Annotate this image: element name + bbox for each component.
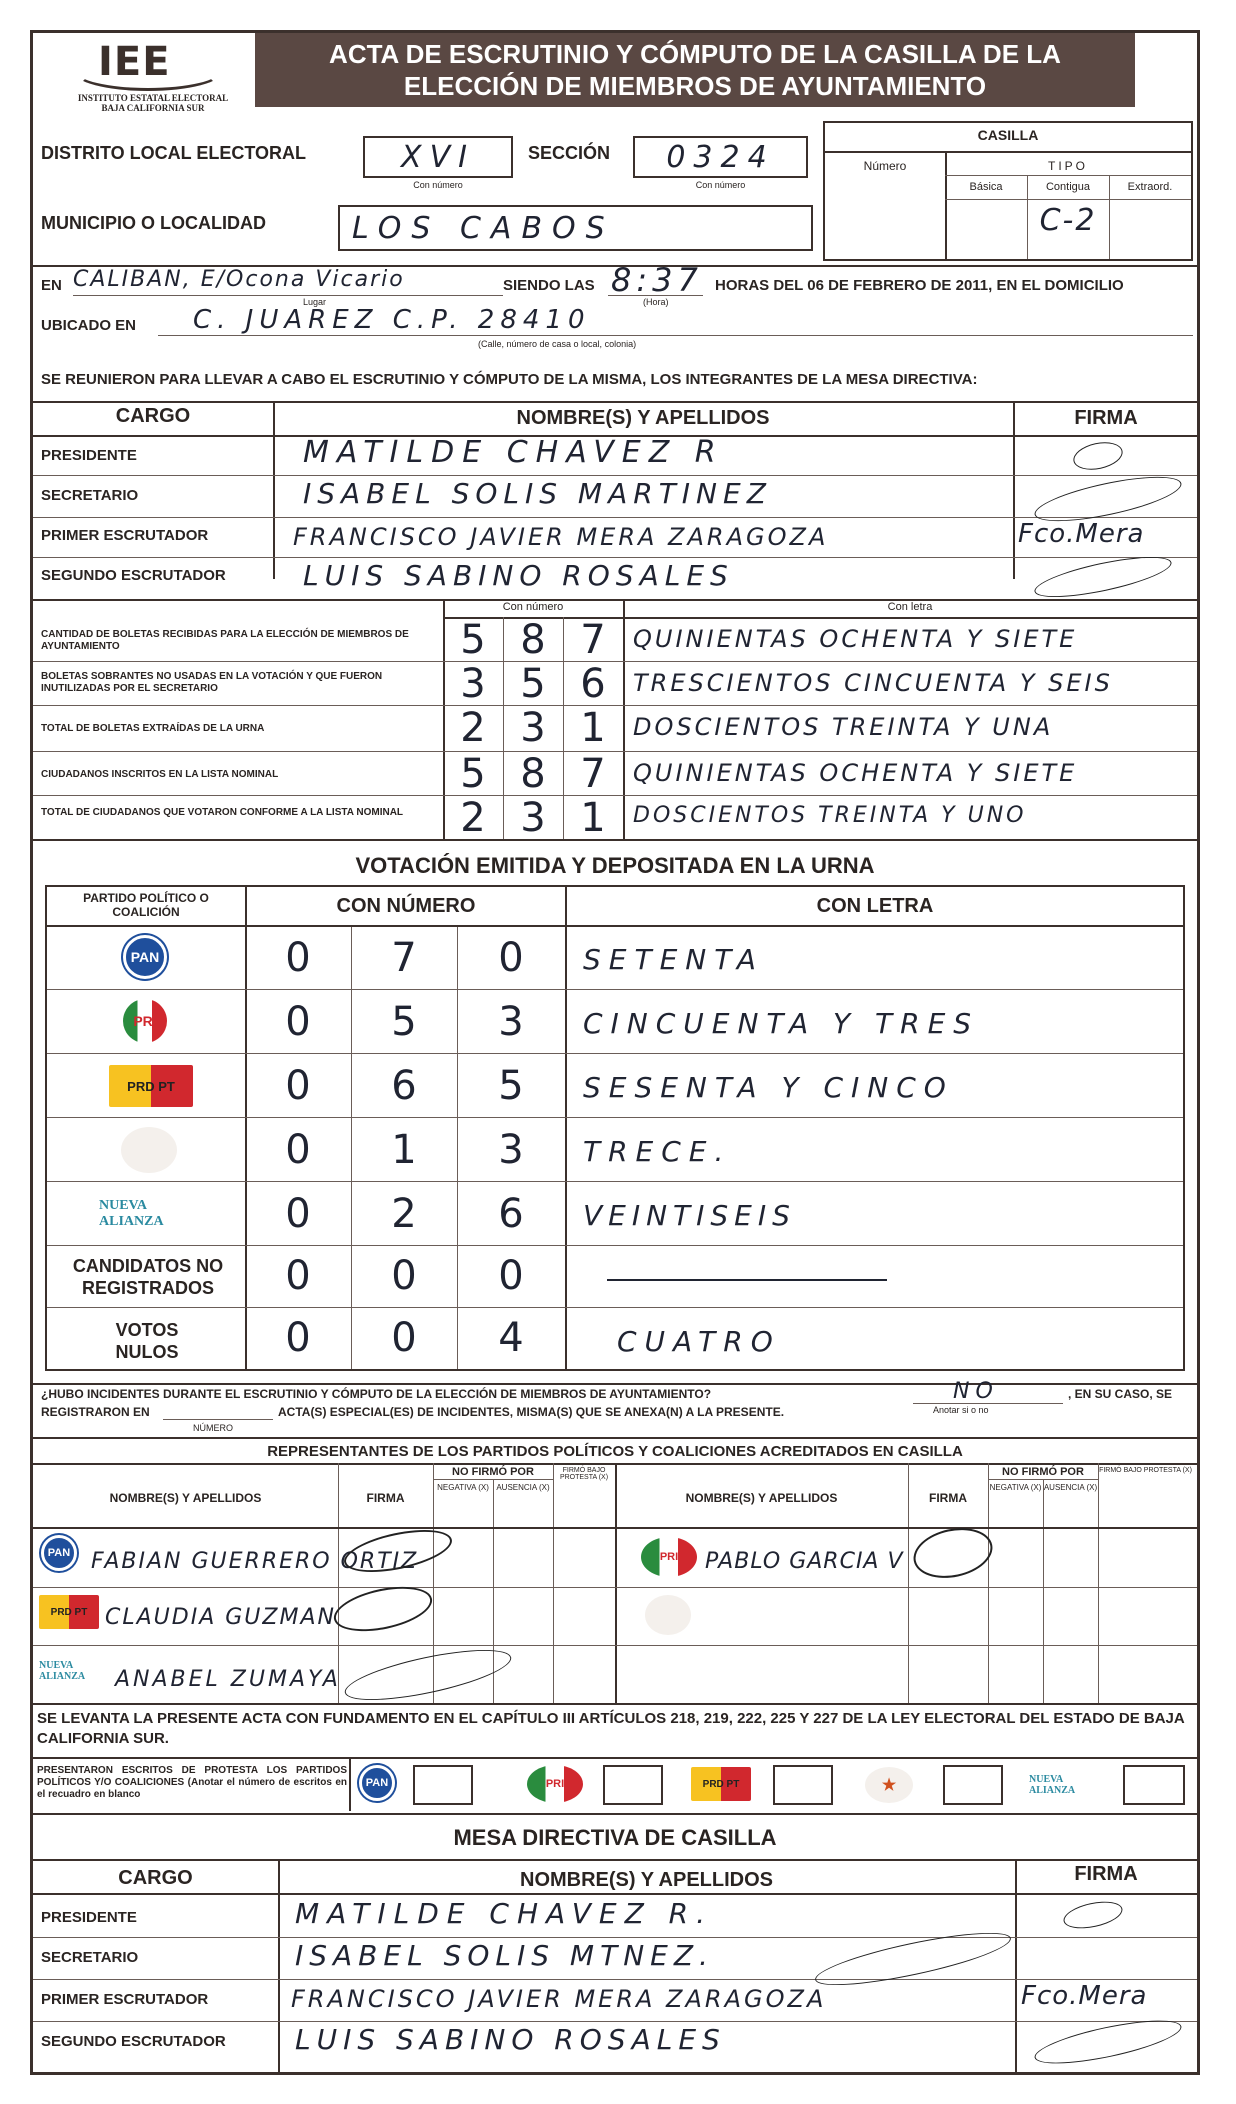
mesa2-v2 (1015, 1859, 1017, 2075)
mesa1-firma-header: FIRMA (1074, 407, 1138, 429)
mesa2-cargo-header: CARGO (118, 1867, 193, 1889)
protesta-prdpt-box[interactable] (773, 1765, 833, 1805)
vote-noregistrados-label: CANDIDATOS NO REGISTRADOS (72, 1256, 224, 1298)
incidents-num-line (163, 1419, 273, 1420)
mesa1-primer-nombre: FRANCISCO JAVIER MERA ZARAGOZA (293, 523, 829, 551)
hora-underline (608, 295, 703, 296)
vote-prdpt-d3: 5 (498, 1063, 524, 1109)
incidents-line2b: ACTA(S) ESPECIAL(ES) DE INCIDENTES, MISMA(S) QUE SE ANEXA(N) A LA PRESENTE. (278, 1405, 785, 1419)
count-votaron-d1: 2 (460, 795, 486, 841)
mesa2-secretario-cargo: SECRETARIO (41, 1949, 139, 1966)
casilla-numero: Número (863, 159, 907, 173)
reps-right-firma: FIRMA (929, 1491, 967, 1505)
incidents-answer: NO (953, 1379, 999, 1404)
vote-pbc-d3: 3 (498, 1127, 524, 1173)
reps-right-negativa: NEGATIVA (X) (989, 1483, 1042, 1492)
reps-left-protesta: FIRMÓ BAJO PROTESTA (X) (559, 1467, 609, 1481)
votes-col-letra: CON LETRA (816, 895, 934, 917)
votes-table (45, 885, 1185, 1371)
siendo-label: SIENDO LAS (503, 277, 595, 294)
count-label-recibidas: CANTIDAD DE BOLETAS RECIBIDAS PARA LA ELECCIÓN DE MIEMBROS DE AYUNTAMIENTO (41, 629, 409, 652)
vote-noreg-d2: 0 (391, 1253, 417, 1299)
incidents-top (33, 1383, 1197, 1385)
votes-v3 (565, 887, 567, 1369)
vote-prdpt-d1: 0 (285, 1063, 311, 1109)
place-rest: HORAS DEL 06 DE FEBRERO DE 2011, EN EL DOMICILIO (715, 277, 1124, 294)
fundamento-text: SE LEVANTA LA PRESENTE ACTA CON FUNDAMENTO EN EL CAPÍTULO III ARTÍCULOS 218, 219, 222, 225 Y 227 DE LA LEY ELECTORAL DEL ESTADO DE BAJA CALIFORNIA SUR. (37, 1710, 1185, 1747)
reps-h1 (33, 1527, 1197, 1529)
incidents-answer-line (913, 1403, 1063, 1404)
mesa1-secretario-nombre: ISABEL SOLIS MARTINEZ (303, 477, 772, 510)
protesta-text: PRESENTARON ESCRITOS DE PROTESTA LOS PARTIDOS POLÍTICOS Y/O COALICIONES (Anotar el número de escritos en el recuadro en blanco (37, 1765, 347, 1800)
mesa1-v2 (1013, 401, 1015, 579)
vote-pbc-letra: TRECE. (583, 1135, 732, 1168)
count-extraidas-d3: 1 (580, 705, 606, 751)
count-label-votaron: TOTAL DE CIUDADANOS QUE VOTARON CONFORME A LA LISTA NOMINAL (41, 807, 404, 818)
reps-v-r2 (988, 1463, 989, 1703)
incidents-tail: , EN SU CASO, SE (1068, 1387, 1173, 1401)
institute-state: BAJA CALIFORNIA SUR (101, 103, 205, 113)
reps-v-r3 (1043, 1479, 1044, 1703)
reps-v-r4 (1098, 1463, 1099, 1703)
count-label-sobrantes: BOLETAS SOBRANTES NO USADAS EN LA VOTACIÓN Y QUE FUERON INUTILIZADAS POR EL SECRETARIO (41, 671, 383, 694)
votes-col-num: CON NÚMERO (336, 895, 476, 917)
mesa1-top (33, 401, 1197, 403)
votes-title: VOTACIÓN EMITIDA Y DEPOSITADA EN LA URNA (355, 853, 875, 878)
incidents-line2a: REGISTRARON EN (41, 1405, 150, 1419)
mesa1-cargo-header: CARGO (115, 405, 191, 427)
count-recibidas-letra: QUINIENTAS OCHENTA Y SIETE (633, 625, 1078, 653)
mesa2-h0 (33, 1893, 1197, 1895)
mesa1-primer-firma: Fco.Mera (1018, 519, 1145, 549)
count-inscritos-d3: 7 (580, 751, 606, 797)
domicilio-value: C. JUAREZ C.P. 28410 (193, 305, 591, 335)
mesa1-h3 (33, 557, 1197, 558)
counts-letra-header: Con letra (887, 601, 933, 613)
mesa1-segundo-cargo: SEGUNDO ESCRUTADOR (41, 567, 226, 584)
votes-h3 (47, 1117, 1183, 1118)
rep-pri-name: PABLO GARCIA V (705, 1549, 904, 1574)
casilla-contigua-value: C-2 (1039, 203, 1097, 238)
vote-nulos-letra: CUATRO (617, 1325, 781, 1358)
mesa2-h2 (33, 1979, 1197, 1980)
protesta-v0 (349, 1757, 351, 1811)
count-recibidas-d2: 8 (520, 617, 546, 663)
iee-swoosh (73, 51, 223, 91)
protesta-pbc-icon: ★ (865, 1767, 913, 1803)
pbc-logo-icon (121, 1127, 177, 1173)
mesa2-h3 (33, 2021, 1197, 2022)
protesta-pri-icon: PRI (527, 1765, 583, 1803)
mesa1-secretario-cargo: SECRETARIO (41, 487, 139, 504)
pri-logo-icon: PRI (123, 999, 167, 1043)
reps-v-l4 (553, 1463, 554, 1703)
count-sobrantes-d2: 5 (520, 661, 546, 707)
section-sub: Con número (695, 180, 746, 190)
district-field (363, 136, 513, 178)
count-label-extraidas: TOTAL DE BOLETAS EXTRAÍDAS DE LA URNA (41, 723, 265, 734)
count-votaron-d2: 3 (520, 795, 546, 841)
counts-numero-header: Con número (502, 601, 564, 613)
reps-right-protesta: FIRMÓ BAJO PROTESTA (X) (1099, 1467, 1192, 1474)
vote-nulos-label: VOTOS NULOS (115, 1320, 179, 1362)
vote-nulos-d1: 0 (285, 1315, 311, 1361)
mesa2-primer-nombre: FRANCISCO JAVIER MERA ZARAGOZA (291, 1985, 827, 2013)
vote-prdpt-d2: 6 (391, 1063, 417, 1109)
vote-pri-d1: 0 (285, 999, 311, 1045)
section-value: 0324 (666, 140, 775, 175)
protesta-pbc-box[interactable] (943, 1765, 1003, 1805)
count-extraidas-d1: 2 (460, 705, 486, 751)
vote-prdpt-letra: SESENTA Y CINCO (583, 1071, 954, 1104)
count-label-inscritos: CIUDADANOS INSCRITOS EN LA LISTA NOMINAL (41, 769, 279, 780)
mesa2-nombre-header: NOMBRE(S) Y APELLIDOS (520, 1869, 773, 1891)
reps-left-nombre: NOMBRE(S) Y APELLIDOS (109, 1491, 262, 1505)
mesa1-nombre-header: NOMBRE(S) Y APELLIDOS (516, 407, 770, 429)
title-line-2: ELECCIÓN DE MIEMBROS DE AYUNTAMIENTO (403, 71, 987, 101)
vote-na-d3: 6 (498, 1191, 524, 1237)
incidents-answer-sub: Anotar si o no (933, 1405, 989, 1415)
vote-na-d2: 2 (391, 1191, 417, 1237)
vote-pri-letra: CINCUENTA Y TRES (583, 1007, 980, 1040)
votes-h2 (47, 1053, 1183, 1054)
mesa2-presidente-cargo: PRESIDENTE (41, 1909, 137, 1926)
mesa2-presidente-firma (1061, 1897, 1125, 1933)
votes-h1 (47, 989, 1183, 990)
vote-na-d1: 0 (285, 1191, 311, 1237)
pan-logo-icon: PAN (123, 935, 167, 979)
mesa1-h2 (33, 517, 1197, 518)
district-sub: Con número (413, 180, 463, 190)
mesa2-primer-cargo: PRIMER ESCRUTADOR (41, 1991, 209, 2008)
vote-na-letra: VEINTISEIS (583, 1199, 796, 1232)
casilla-sub-divider (945, 199, 1191, 200)
vote-pri-d3: 3 (498, 999, 524, 1045)
title-line-1: ACTA DE ESCRUTINIO Y CÓMPUTO DE LA CASILLA DE LA (329, 39, 1061, 69)
vote-pan-d3: 0 (498, 935, 524, 981)
mesa1-presidente-nombre: MATILDE CHAVEZ R (303, 435, 724, 470)
lugar-underline (73, 295, 503, 296)
mesa2-title: MESA DIRECTIVA DE CASILLA (453, 1825, 777, 1850)
casilla-extraord: Extraord. (1127, 181, 1173, 193)
domicilio-sub: (Calle, número de casa o local, colonia) (478, 339, 637, 349)
mesa1-segundo-nombre: LUIS SABINO ROSALES (303, 559, 734, 592)
prd-pt-logo-icon: PRD PT (109, 1065, 193, 1107)
protesta-prdpt-icon: PRD PT (691, 1767, 751, 1801)
vote-pri-d2: 5 (391, 999, 417, 1045)
acta-sheet (30, 30, 1200, 2075)
mesa1-presidente-firma (1071, 438, 1125, 474)
counts-v3 (623, 599, 625, 839)
casilla-tipo-divider (945, 175, 1191, 176)
protesta-pan-box[interactable] (413, 1765, 473, 1805)
district-label: DISTRITO LOCAL ELECTORAL (41, 143, 307, 163)
mesa2-presidente-nombre: MATILDE CHAVEZ R. (295, 1897, 714, 1930)
reps-right-nofirmo: NO FIRMÓ POR (1002, 1466, 1084, 1478)
rep-prdpt-firma (330, 1579, 436, 1639)
vote-nulos-d2: 0 (391, 1315, 417, 1361)
en-label: EN (41, 277, 62, 294)
casilla-divider (825, 151, 1191, 153)
rep-pan-logo-icon: PAN (41, 1535, 77, 1571)
mesa2-segundo-nombre: LUIS SABINO ROSALES (295, 2023, 726, 2056)
hora-sub: (Hora) (643, 297, 669, 307)
vote-noreg-d1: 0 (285, 1253, 311, 1299)
count-inscritos-d1: 5 (460, 751, 486, 797)
ubicado-label: UBICADO EN (41, 317, 137, 334)
reps-right-nombre: NOMBRE(S) Y APELLIDOS (685, 1491, 838, 1505)
votes-col-party: PARTIDO POLÍTICO O COALICIÓN (83, 891, 209, 919)
casilla-tipo: TIPO (1047, 159, 1088, 173)
municipio-value: LOS CABOS (352, 211, 615, 246)
domicilio-underline (158, 335, 1193, 336)
casilla-basica: Básica (969, 181, 1003, 193)
rep-pbc-logo-icon (645, 1595, 691, 1635)
reps-bottom (33, 1703, 1197, 1705)
rep-na-firma (341, 1640, 515, 1711)
hora-value: 8:37 (611, 261, 703, 299)
incidents-numero-sub: NÚMERO (193, 1423, 233, 1433)
mesa1-h1 (33, 475, 1197, 476)
protesta-pri-box[interactable] (603, 1765, 663, 1805)
mesa2-segundo-cargo: SEGUNDO ESCRUTADOR (41, 2033, 226, 2050)
count-inscritos-d2: 8 (520, 751, 546, 797)
protesta-na-box[interactable] (1123, 1765, 1185, 1805)
mesa2-secretario-firma (812, 1923, 1014, 1996)
casilla-v2 (1109, 175, 1110, 259)
institute-name: INSTITUTO ESTATAL ELECTORAL (77, 93, 229, 103)
mesa1-presidente-cargo: PRESIDENTE (41, 447, 137, 464)
mesa2-firma-header: FIRMA (1074, 1863, 1138, 1885)
votes-h0 (47, 925, 1183, 927)
iee-logo-mark: IEE (98, 39, 171, 85)
reps-left-ausencia: AUSENCIA (X) (496, 1483, 550, 1492)
vote-pbc-d1: 0 (285, 1127, 311, 1173)
mesa1-primer-cargo: PRIMER ESCRUTADOR (41, 527, 209, 544)
count-sobrantes-d3: 6 (580, 661, 606, 707)
municipio-field (338, 205, 813, 251)
votes-h6 (47, 1307, 1183, 1308)
reps-right-ausencia: AUSENCIA (X) (1043, 1483, 1098, 1492)
casilla-box (823, 121, 1193, 261)
vote-pan-letra: SETENTA (583, 943, 764, 976)
count-votaron-letra: DOSCIENTOS TREINTA Y UNO (633, 803, 1027, 828)
protesta-bottom (33, 1813, 1197, 1815)
protesta-pan-icon: PAN (359, 1765, 395, 1801)
rep-pan-name: FABIAN GUERRERO ORTIZ (91, 1549, 419, 1574)
section-label: SECCIÓN (528, 143, 611, 163)
count-extraidas-letra: DOSCIENTOS TREINTA Y UNA (633, 713, 1054, 741)
casilla-label: CASILLA (977, 127, 1039, 143)
district-value: XVI (401, 140, 475, 175)
protesta-na-icon: NUEVA ALIANZA (1029, 1767, 1095, 1803)
vote-noreg-dash (607, 1279, 887, 1281)
vote-pbc-d2: 1 (391, 1127, 417, 1173)
mesa2-h1 (33, 1937, 1197, 1938)
reunion-text: SE REUNIERON PARA LLEVAR A CABO EL ESCRUTINIO Y CÓMPUTO DE LA MISMA, LOS INTEGRANTES DE LA MESA DIRECTIVA: (41, 371, 978, 388)
reps-left-negativa: NEGATIVA (X) (437, 1483, 489, 1492)
lugar-sub: Lugar (303, 297, 327, 307)
count-extraidas-d2: 3 (520, 705, 546, 751)
rep-prdpt-logo-icon: PRD PT (39, 1595, 99, 1629)
mesa1-v1 (273, 401, 275, 579)
reps-h2 (33, 1587, 1197, 1588)
reps-left-nofirmo: NO FIRMÓ POR (452, 1466, 534, 1478)
reps-top (33, 1437, 1197, 1439)
reps-h3 (33, 1645, 1197, 1646)
vote-noreg-d3: 0 (498, 1253, 524, 1299)
rep-pri-firma (909, 1521, 997, 1585)
reps-nofirmo-line-r (988, 1479, 1098, 1480)
fundamento-bottom (33, 1757, 1197, 1759)
incidents-question: ¿HUBO INCIDENTES DURANTE EL ESCRUTINIO Y CÓMPUTO DE LA ELECCIÓN DE MIEMBROS DE AYUNTAMIENTO? (41, 1387, 712, 1401)
casilla-contigua: Contigua (1045, 181, 1091, 193)
reps-left-firma: FIRMA (366, 1491, 405, 1505)
title-banner (255, 33, 1135, 107)
votes-h4 (47, 1181, 1183, 1182)
mesa2-secretario-nombre: ISABEL SOLIS MTNEZ. (295, 1939, 714, 1972)
lugar-value: CALIBAN, E/Ocona Vicario (73, 267, 405, 292)
count-sobrantes-letra: TRESCIENTOS CINCUENTA Y SEIS (633, 669, 1113, 697)
vote-pan-d1: 0 (285, 935, 311, 981)
votes-h5 (47, 1245, 1183, 1246)
rep-prdpt-name: CLAUDIA GUZMAN (105, 1605, 336, 1630)
iee-logo (63, 41, 243, 111)
mesa2-primer-firma: Fco.Mera (1021, 1981, 1148, 2011)
reps-title: REPRESENTANTES DE LOS PARTIDOS POLÍTICOS Y COALICIONES ACREDITADOS EN CASILLA (267, 1443, 963, 1460)
vote-pan-d2: 7 (391, 935, 417, 981)
vote-nulos-d3: 4 (498, 1315, 524, 1361)
count-inscritos-letra: QUINIENTAS OCHENTA Y SIETE (633, 759, 1078, 787)
reps-nofirmo-line-l (433, 1479, 553, 1480)
rep-na-logo-icon: NUEVA ALIANZA (39, 1653, 109, 1689)
rep-na-name: ANABEL ZUMAYA (115, 1667, 341, 1692)
rep-pri-logo-icon: PRI (641, 1537, 697, 1577)
count-recibidas-d1: 5 (460, 617, 486, 663)
section-field (633, 136, 808, 178)
municipio-label: MUNICIPIO O LOCALIDAD (41, 213, 266, 233)
count-recibidas-d3: 7 (580, 617, 606, 663)
nueva-alianza-logo-icon: NUEVA ALIANZA (99, 1191, 195, 1237)
count-votaron-d3: 1 (580, 795, 606, 841)
count-sobrantes-d1: 3 (460, 661, 486, 707)
mesa2-top (33, 1859, 1197, 1861)
